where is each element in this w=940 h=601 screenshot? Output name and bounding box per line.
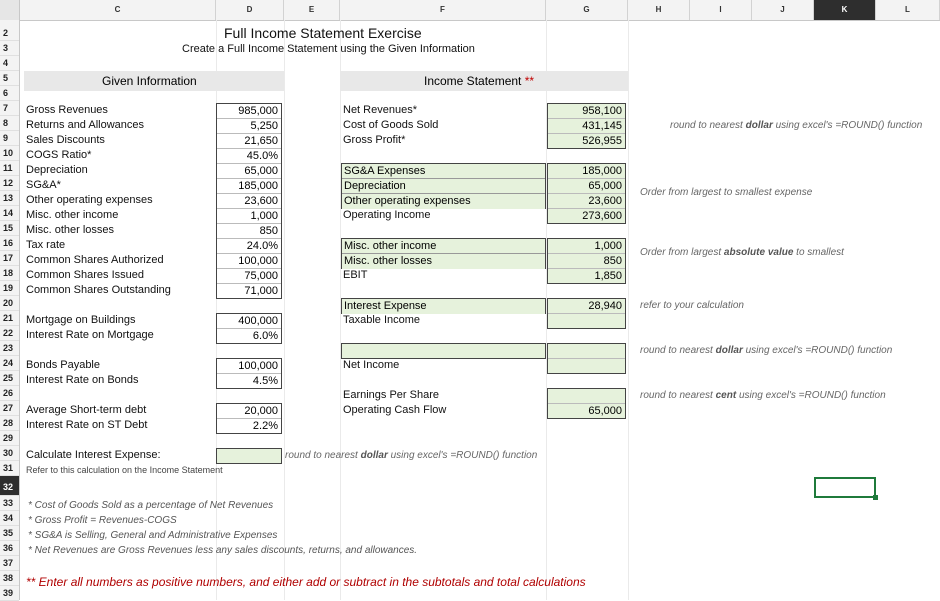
page-title: Full Income Statement Exercise — [224, 25, 422, 41]
ocf-label: Operating Cash Flow — [343, 404, 447, 416]
row-header[interactable]: 39 — [0, 586, 19, 601]
row-header[interactable]: 27 — [0, 401, 19, 416]
given-label: Other operating expenses — [26, 194, 153, 206]
income-header-text: Income Statement — [424, 74, 522, 88]
given-label: Common Shares Authorized — [26, 254, 164, 266]
ebit-value[interactable]: 1,850 — [594, 270, 622, 282]
note-text: to smallest — [793, 247, 844, 258]
given-label: Misc. other income — [26, 209, 119, 221]
col-header-h[interactable]: H — [628, 0, 690, 20]
row-header[interactable]: 16 — [0, 236, 19, 251]
eps-value[interactable] — [548, 389, 625, 404]
expense-value[interactable]: 185,000 — [548, 164, 625, 179]
misc-label[interactable]: Misc. other income — [342, 239, 545, 254]
row-header[interactable]: 36 — [0, 541, 19, 556]
row-header[interactable]: 34 — [0, 511, 19, 526]
mortgage-value[interactable]: 400,000 — [217, 314, 281, 329]
gross-profit-value[interactable]: 526,955 — [582, 135, 622, 147]
eps-label: Earnings Per Share — [343, 389, 439, 401]
note-emphasis: dollar — [745, 120, 773, 131]
footnote: * Cost of Goods Sold as a percentage of Net Revenues — [28, 500, 274, 511]
note-text: Order from largest — [640, 247, 724, 258]
row-header[interactable]: 8 — [0, 116, 19, 131]
row-header[interactable]: 22 — [0, 326, 19, 341]
select-all-corner[interactable] — [0, 0, 20, 20]
is-label: Net Revenues* — [343, 104, 417, 116]
given-label: Sales Discounts — [26, 134, 105, 146]
hint-text: using excel's =ROUND() function — [387, 450, 538, 461]
given-header: Given Information — [102, 74, 197, 88]
row-header[interactable]: 9 — [0, 131, 19, 146]
ebit-label: EBIT — [343, 269, 368, 281]
misc-value[interactable]: 1,000 — [548, 239, 625, 254]
hint-emphasis: dollar — [360, 450, 388, 461]
row-header[interactable]: 21 — [0, 311, 19, 326]
col-header-g[interactable]: G — [546, 0, 628, 20]
expense-value[interactable]: 65,000 — [548, 179, 625, 194]
note-emphasis: cent — [715, 390, 737, 401]
taxable-income-value[interactable] — [548, 314, 625, 329]
note-text: round to nearest — [640, 390, 716, 401]
cogs-value[interactable]: 431,145 — [548, 119, 625, 134]
tax-label-input[interactable] — [341, 343, 546, 359]
given-value-cell[interactable]: 23,600 — [217, 194, 281, 209]
row-header[interactable]: 25 — [0, 371, 19, 386]
column-header-bar — [0, 0, 940, 21]
footnote: * Gross Profit = Revenues-COGS — [28, 515, 177, 526]
row-header[interactable]: 38 — [0, 571, 19, 586]
row-header[interactable]: 11 — [0, 161, 19, 176]
footnote: * SG&A is Selling, General and Administrative Expenses — [28, 530, 278, 541]
col-header-l[interactable]: L — [876, 0, 940, 20]
given-value-cell[interactable]: 45.0% — [217, 149, 281, 164]
given-value-cell[interactable]: 21,650 — [217, 134, 281, 149]
row-header[interactable]: 30 — [0, 446, 19, 461]
note-text: round to nearest — [670, 120, 746, 131]
expense-label[interactable]: Other operating expenses — [342, 194, 545, 209]
mortgage-label: Mortgage on Buildings — [26, 314, 136, 326]
row-header[interactable]: 35 — [0, 526, 19, 541]
expense-labels-box — [341, 163, 546, 209]
st-debt-rate-value[interactable]: 2.2% — [252, 420, 278, 432]
interest-values-box — [547, 298, 626, 329]
col-header-k[interactable]: K — [814, 0, 876, 20]
col-header-d[interactable]: D — [216, 0, 284, 20]
given-label: Misc. other losses — [26, 224, 115, 236]
interest-expense-value[interactable]: 28,940 — [548, 299, 625, 314]
bottom-note: ** Enter all numbers as positive numbers, and either add or subtract in the subtotals and total calculations — [26, 575, 586, 589]
net-revenues-value[interactable]: 958,100 — [548, 104, 625, 119]
interest-expense-label[interactable]: Interest Expense — [342, 299, 545, 314]
page-subtitle: Create a Full Income Statement using the Given Information — [182, 43, 475, 55]
st-debt-value[interactable]: 20,000 — [217, 404, 281, 419]
note-round-cent — [640, 390, 886, 401]
tax-value[interactable] — [548, 344, 625, 359]
row-header[interactable]: 26 — [0, 386, 19, 401]
given-label: Depreciation — [26, 164, 88, 176]
given-value-cell[interactable]: 75,000 — [217, 269, 281, 284]
tax-net-income-values — [547, 343, 626, 374]
given-label: COGS Ratio* — [26, 149, 92, 161]
bonds-label: Bonds Payable — [26, 359, 100, 371]
given-label: Common Shares Issued — [26, 269, 144, 281]
row-header[interactable]: 7 — [0, 101, 19, 116]
note-order-expense: Order from largest to smallest expense — [640, 187, 813, 198]
selected-cell[interactable] — [814, 477, 876, 498]
expense-label[interactable]: Depreciation — [342, 179, 545, 194]
row-header[interactable]: 15 — [0, 221, 19, 236]
income-header-mark: ** — [524, 74, 535, 88]
col-header-f[interactable]: F — [340, 0, 546, 20]
row-header[interactable]: 18 — [0, 266, 19, 281]
misc-label[interactable]: Misc. other losses — [342, 254, 545, 269]
note-text: using excel's =ROUND() function — [772, 120, 923, 131]
row-header[interactable]: 2 — [0, 26, 19, 41]
row-header[interactable]: 17 — [0, 251, 19, 266]
given-label: Common Shares Outstanding — [26, 284, 171, 296]
interest-label-box — [341, 298, 546, 314]
net-income-value[interactable] — [548, 359, 625, 374]
note-round-dollar-2 — [640, 345, 892, 356]
col-header-c[interactable]: C — [20, 0, 216, 20]
given-value-cell[interactable]: 71,000 — [244, 285, 278, 297]
row-header[interactable]: 14 — [0, 206, 19, 221]
expense-label[interactable]: SG&A Expenses — [342, 164, 545, 179]
misc-values-box — [547, 238, 626, 284]
row-header[interactable]: 37 — [0, 556, 19, 571]
misc-labels-box — [341, 238, 546, 269]
row-header[interactable]: 12 — [0, 176, 19, 191]
calc-interest-label: Calculate Interest Expense: — [26, 449, 161, 461]
given-label: SG&A* — [26, 179, 61, 191]
row-header[interactable]: 20 — [0, 296, 19, 311]
st-debt-values-box — [216, 403, 282, 434]
st-debt-rate-label: Interest Rate on ST Debt — [26, 419, 148, 431]
given-value-cell[interactable]: 24.0% — [217, 239, 281, 254]
col-header-i[interactable]: I — [690, 0, 752, 20]
note-text: using excel's =ROUND() function — [736, 390, 886, 401]
given-value-cell[interactable]: 100,000 — [217, 254, 281, 269]
bonds-values-box — [216, 358, 282, 389]
row-header[interactable]: 19 — [0, 281, 19, 296]
mortgage-rate-label: Interest Rate on Mortgage — [26, 329, 154, 341]
income-header — [424, 74, 534, 88]
row-header[interactable]: 10 — [0, 146, 19, 161]
row-header[interactable]: 5 — [0, 71, 19, 86]
row-header[interactable]: 24 — [0, 356, 19, 371]
expense-value[interactable]: 23,600 — [548, 194, 625, 209]
given-values-box — [216, 103, 282, 299]
misc-value[interactable]: 850 — [548, 254, 625, 269]
note-refer-calc: refer to your calculation — [640, 300, 744, 311]
row-header[interactable]: 3 — [0, 41, 19, 56]
note-order-absolute — [640, 247, 844, 258]
mortgage-values-box — [216, 313, 282, 344]
row-header[interactable]: 33 — [0, 496, 19, 511]
expense-values-box — [547, 163, 626, 224]
row-header[interactable]: 28 — [0, 416, 19, 431]
is-label: Gross Profit* — [343, 134, 406, 146]
calc-interest-input[interactable] — [216, 448, 282, 464]
operating-income-label: Operating Income — [343, 209, 431, 221]
row-header[interactable]: 23 — [0, 341, 19, 356]
gridline — [628, 20, 629, 600]
row-header-bar — [0, 20, 20, 600]
row-header[interactable]: 6 — [0, 86, 19, 101]
taxable-income-label: Taxable Income — [343, 314, 421, 326]
eps-ocf-values — [547, 388, 626, 419]
bonds-value[interactable]: 100,000 — [217, 359, 281, 374]
given-value-cell[interactable]: 185,000 — [217, 179, 281, 194]
is-label: Cost of Goods Sold — [343, 119, 439, 131]
hint-text: round to nearest — [285, 450, 361, 461]
row-header[interactable]: 29 — [0, 431, 19, 446]
given-value-cell[interactable]: 850 — [217, 224, 281, 239]
row-header[interactable]: 31 — [0, 461, 19, 476]
gridline — [284, 20, 285, 600]
given-label: Tax rate — [26, 239, 66, 251]
row-header[interactable]: 4 — [0, 56, 19, 71]
col-header-e[interactable]: E — [284, 0, 340, 20]
given-label: Gross Revenues — [26, 104, 108, 116]
is-block1-values — [547, 103, 626, 149]
note-emphasis: absolute value — [723, 247, 794, 258]
calc-interest-hint — [285, 450, 537, 461]
operating-income-value[interactable]: 273,600 — [582, 210, 622, 222]
note-text: using excel's =ROUND() function — [742, 345, 893, 356]
ocf-value[interactable]: 65,000 — [588, 405, 622, 417]
bonds-rate-label: Interest Rate on Bonds — [26, 374, 139, 386]
note-emphasis: dollar — [715, 345, 743, 356]
row-header[interactable]: 13 — [0, 191, 19, 206]
footnote: * Net Revenues are Gross Revenues less any sales discounts, returns, and allowances. — [28, 545, 418, 556]
given-value-cell[interactable]: 1,000 — [217, 209, 281, 224]
given-value-cell[interactable]: 65,000 — [217, 164, 281, 179]
row-header-selected[interactable]: 32 — [0, 476, 19, 496]
given-value-cell[interactable]: 985,000 — [217, 104, 281, 119]
note-text: round to nearest — [640, 345, 716, 356]
bonds-rate-value[interactable]: 4.5% — [252, 375, 278, 387]
note-round-dollar — [670, 120, 922, 131]
given-value-cell[interactable]: 5,250 — [217, 119, 281, 134]
given-label: Returns and Allowances — [26, 119, 145, 131]
calc-interest-note: Refer to this calculation on the Income Statement — [26, 465, 223, 475]
col-header-j[interactable]: J — [752, 0, 814, 20]
st-debt-label: Average Short-term debt — [26, 404, 147, 416]
mortgage-rate-value[interactable]: 6.0% — [252, 330, 278, 342]
net-income-label: Net Income — [343, 359, 400, 371]
